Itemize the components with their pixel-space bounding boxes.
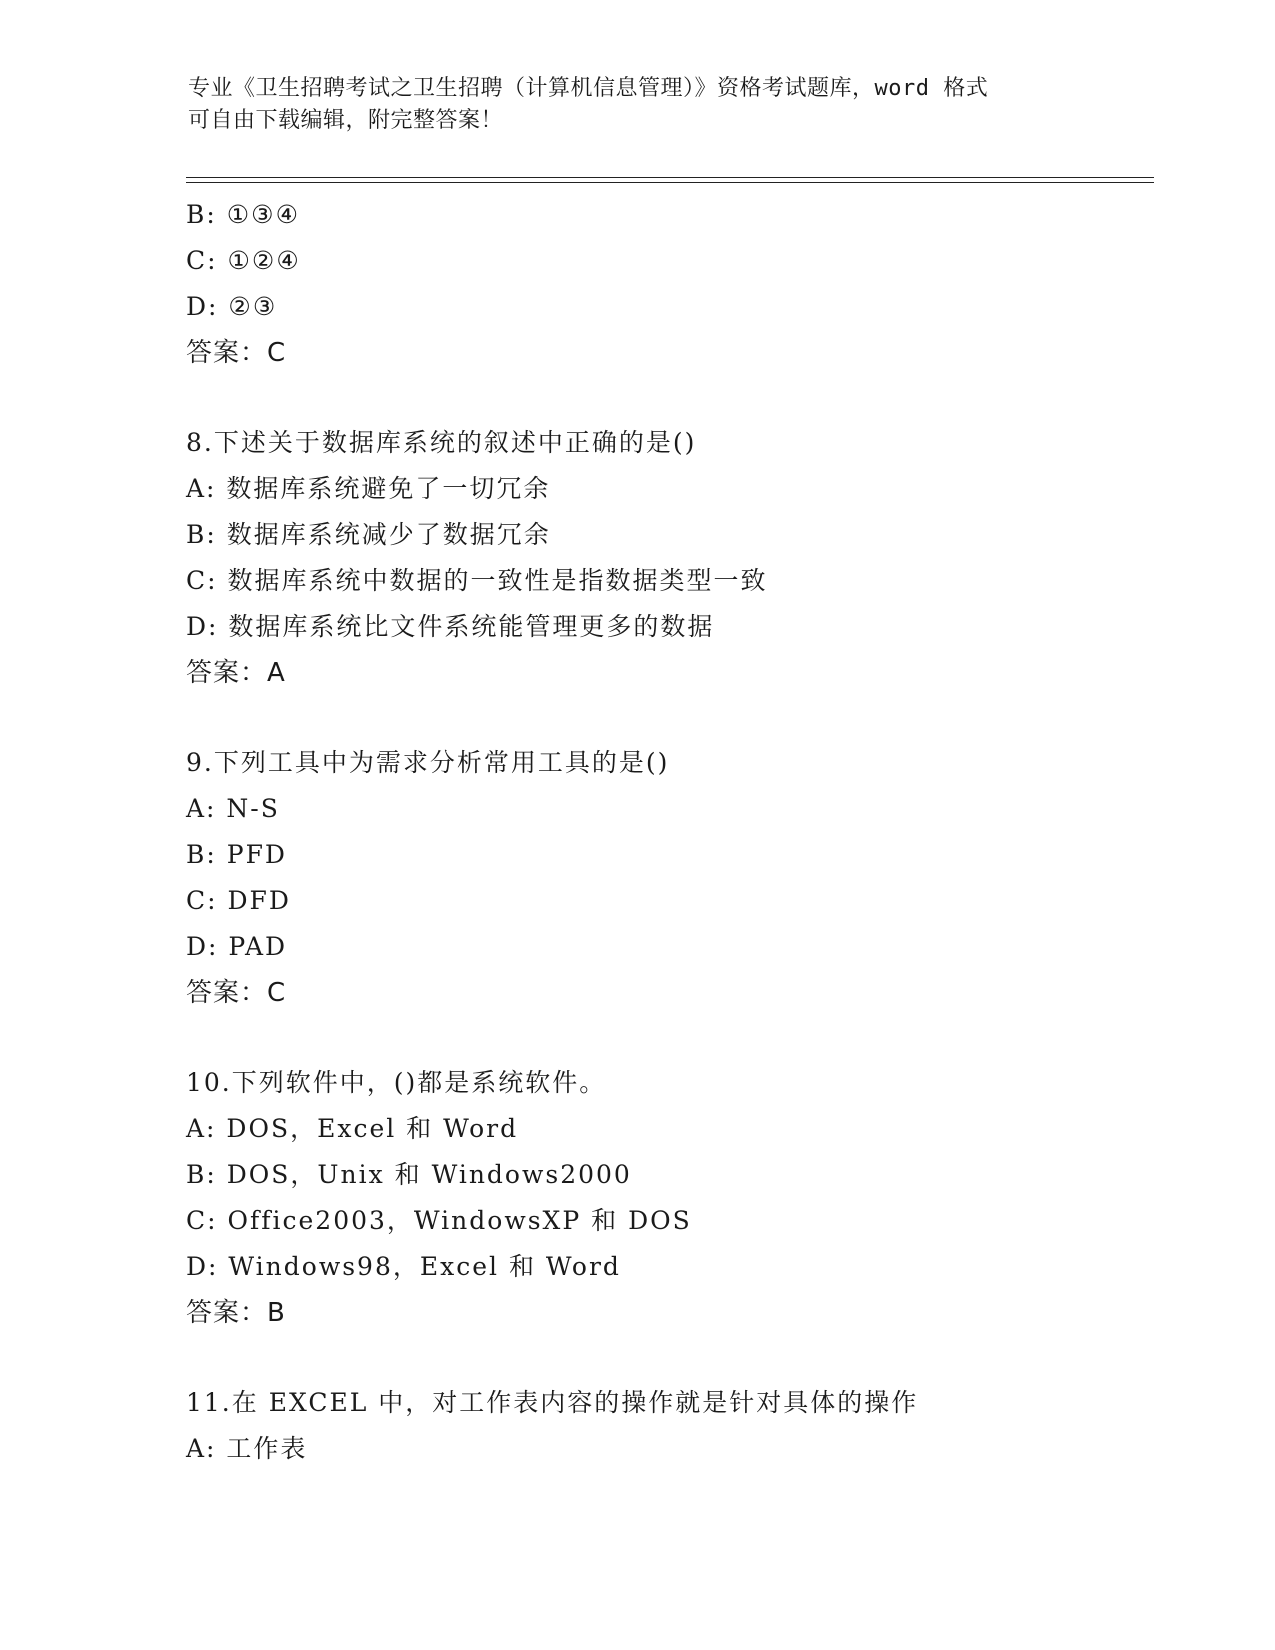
question-text: 11.在 EXCEL 中，对工作表内容的操作就是针对具体的操作 <box>186 1388 919 1417</box>
option-b: B: 数据库系统减少了数据冗余 <box>186 520 551 549</box>
option-d: D: ②③ <box>186 292 278 321</box>
question-text: 8.下述关于数据库系统的叙述中正确的是() <box>186 428 697 457</box>
option-b: B: DOS，Unix 和 Windows2000 <box>186 1160 632 1189</box>
answer: 答案：C <box>186 338 287 368</box>
option-d: D: Windows98，Excel 和 Word <box>186 1252 621 1281</box>
question-block <box>186 740 1146 1016</box>
option-c: C: DFD <box>186 886 291 915</box>
question-block <box>186 1060 1146 1336</box>
answer: 答案：B <box>186 1298 286 1328</box>
answer: 答案：C <box>186 978 287 1008</box>
option-c: C: 数据库系统中数据的一致性是指数据类型一致 <box>186 566 768 595</box>
option-c: C: Office2003，WindowsXP 和 DOS <box>186 1206 692 1235</box>
option-c: C: ①②④ <box>186 246 301 275</box>
question-text: 9.下列工具中为需求分析常用工具的是() <box>186 748 670 777</box>
option-a: A: DOS，Excel 和 Word <box>186 1114 519 1143</box>
option-d: D: 数据库系统比文件系统能管理更多的数据 <box>186 612 715 641</box>
header-line-1: 专业《卫生招聘考试之卫生招聘（计算机信息管理）》资格考试题库，word 格式 <box>188 76 989 101</box>
option-a: A: N-S <box>186 794 280 823</box>
option-a: A: 数据库系统避免了一切冗余 <box>186 474 551 503</box>
option-b: B: PFD <box>186 840 287 869</box>
option-d: D: PAD <box>186 932 288 961</box>
option-a: A: 工作表 <box>186 1434 308 1463</box>
answer: 答案：A <box>186 658 286 688</box>
question-text: 10.下列软件中，()都是系统软件。 <box>186 1068 607 1097</box>
option-b: B: ①③④ <box>186 200 300 229</box>
question-list <box>186 192 1146 1472</box>
header-rule-top <box>186 177 1154 178</box>
question-block <box>186 192 1146 376</box>
document-header <box>188 73 1088 137</box>
question-block <box>186 1380 1146 1472</box>
header-line-2: 可自由下载编辑，附完整答案！ <box>188 108 504 133</box>
question-block <box>186 420 1146 696</box>
header-rule-bottom <box>186 182 1154 183</box>
